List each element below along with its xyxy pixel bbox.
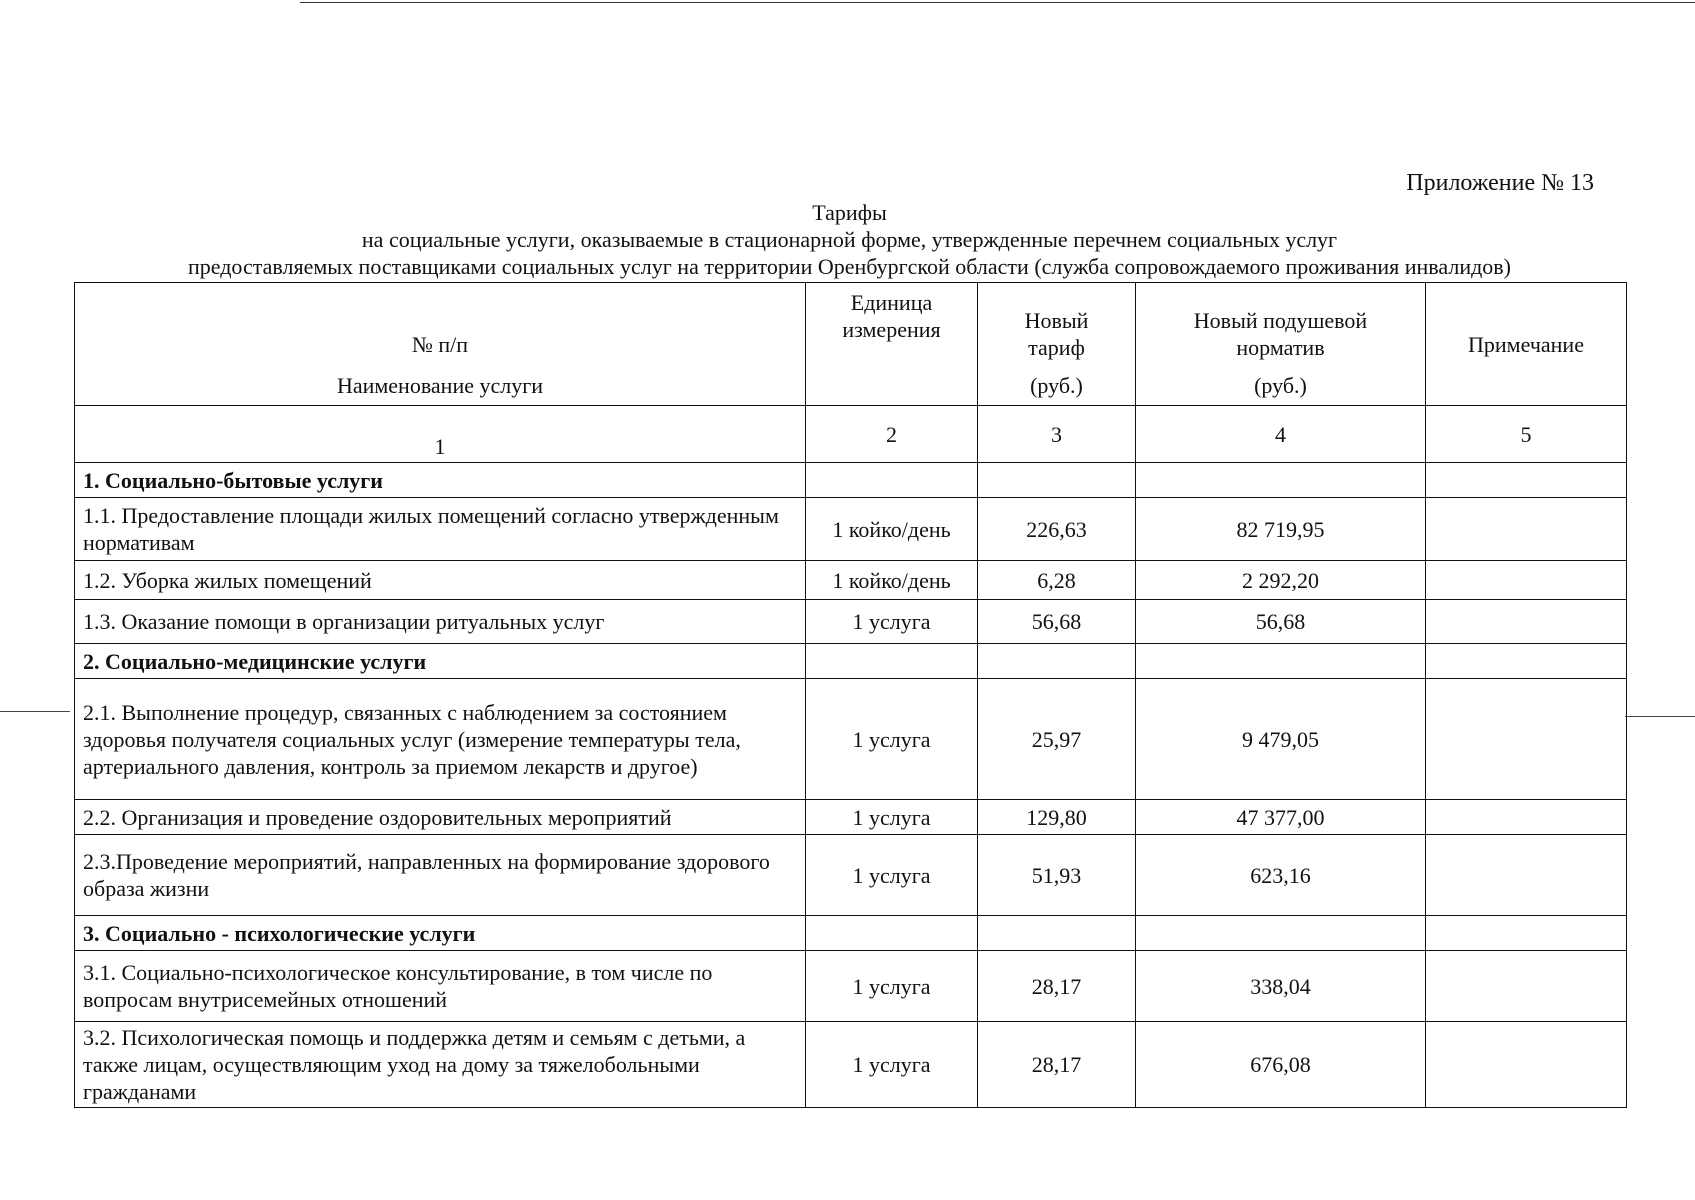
empty-cell (978, 916, 1136, 951)
unit-value: 1 койко/день (806, 498, 978, 561)
header-unit-cell (806, 283, 978, 406)
header-tariff-currency: (руб.) (1030, 373, 1083, 398)
table-row (75, 498, 1627, 561)
header-unit-line2: измерения (842, 317, 941, 342)
empty-cell (806, 463, 978, 498)
empty-cell (806, 916, 978, 951)
note-value (1426, 800, 1627, 835)
column-number: 3 (978, 406, 1136, 463)
note-value (1426, 835, 1627, 916)
table-row (75, 561, 1627, 600)
unit-value: 1 услуга (806, 835, 978, 916)
tariff-value: 28,17 (978, 951, 1136, 1022)
table-row (75, 600, 1627, 644)
service-name: 3.2. Психологическая помощь и поддержка детям и семьям с детьми, а также лицам, осуществляющим уход на дому за тяжелобольными гражданами (75, 1022, 806, 1108)
norm-value: 47 377,00 (1136, 800, 1426, 835)
unit-value: 1 услуга (806, 600, 978, 644)
unit-value: 1 услуга (806, 800, 978, 835)
service-name: 1.1. Предоставление площади жилых помещений согласно утвержденным нормативам (75, 498, 806, 561)
header-norm-cell (1136, 283, 1426, 406)
table-header-row (75, 283, 1627, 406)
table-row (75, 835, 1627, 916)
section-title: 3. Социально - психологические услуги (75, 916, 806, 951)
scan-border-line (300, 2, 1695, 3)
header-tariff-line2: тариф (1028, 335, 1085, 360)
empty-cell (978, 644, 1136, 679)
empty-cell (1426, 644, 1627, 679)
column-number: 2 (806, 406, 978, 463)
service-name: 2.1. Выполнение процедур, связанных с наблюдением за состоянием здоровья получателя социальных услуг (измерение температуры тела, артериального давления, контроль за приемом лекарств и другое) (75, 679, 806, 800)
column-numbers-row (75, 406, 1627, 463)
table-row (75, 800, 1627, 835)
header-tariff-cell (978, 283, 1136, 406)
column-number: 5 (1426, 406, 1627, 463)
document-title: Тарифы (812, 200, 887, 225)
unit-value: 1 койко/день (806, 561, 978, 600)
section-title: 1. Социально-бытовые услуги (75, 463, 806, 498)
note-value (1426, 561, 1627, 600)
header-name-cell (75, 283, 806, 406)
header-note: Примечание (1468, 331, 1584, 357)
empty-cell (1136, 916, 1426, 951)
service-name: 1.2. Уборка жилых помещений (75, 561, 806, 600)
tariff-value: 226,63 (978, 498, 1136, 561)
header-tariff-line1: Новый (1024, 308, 1089, 333)
norm-value: 623,16 (1136, 835, 1426, 916)
header-service-name: Наименование услуги (336, 373, 544, 398)
unit-value: 1 услуга (806, 1022, 978, 1108)
empty-cell (1426, 916, 1627, 951)
norm-value: 676,08 (1136, 1022, 1426, 1108)
note-value (1426, 600, 1627, 644)
tariff-value: 6,28 (978, 561, 1136, 600)
tariff-value: 129,80 (978, 800, 1136, 835)
column-number: 4 (1136, 406, 1426, 463)
document-subtitle-line-2: предоставляемых поставщиками социальных услуг на территории Оренбургской области (служба сопровождаемого проживания инвалидов) (187, 254, 1512, 279)
unit-value: 1 услуга (806, 951, 978, 1022)
tariffs-table (74, 282, 1627, 1108)
note-value (1426, 1022, 1627, 1108)
empty-cell (806, 644, 978, 679)
section-row (75, 463, 1627, 498)
note-value (1426, 951, 1627, 1022)
header-norm-line1: Новый подушевой (1193, 308, 1368, 333)
norm-value: 9 479,05 (1136, 679, 1426, 800)
norm-value: 338,04 (1136, 951, 1426, 1022)
note-value (1426, 679, 1627, 800)
header-norm-currency: (руб.) (1254, 373, 1307, 398)
empty-cell (1136, 644, 1426, 679)
section-title: 2. Социально-медицинские услуги (75, 644, 806, 679)
service-name: 2.2. Организация и проведение оздоровительных мероприятий (75, 800, 806, 835)
table-row (75, 951, 1627, 1022)
empty-cell (1426, 463, 1627, 498)
norm-value: 82 719,95 (1136, 498, 1426, 561)
tariff-value: 51,93 (978, 835, 1136, 916)
unit-value: 1 услуга (806, 679, 978, 800)
scan-margin-line (0, 711, 70, 712)
tariff-value: 56,68 (978, 600, 1136, 644)
norm-value: 2 292,20 (1136, 561, 1426, 600)
empty-cell (978, 463, 1136, 498)
scan-margin-line (1625, 716, 1695, 717)
service-name: 2.3.Проведение мероприятий, направленных на формирование здорового образа жизни (75, 835, 806, 916)
header-norm-line2: норматив (1236, 335, 1325, 360)
section-row (75, 644, 1627, 679)
empty-cell (1136, 463, 1426, 498)
header-number: № п/п (411, 331, 469, 357)
norm-value: 56,68 (1136, 600, 1426, 644)
table-row (75, 1022, 1627, 1108)
section-row (75, 916, 1627, 951)
document-subtitle-line-1: на социальные услуги, оказываемые в стационарной форме, утвержденные перечнем социальных услуг (361, 227, 1338, 252)
table-row (75, 679, 1627, 800)
service-name: 1.3. Оказание помощи в организации ритуальных услуг (75, 600, 806, 644)
tariff-value: 28,17 (978, 1022, 1136, 1108)
appendix-label: Приложение № 13 (1406, 170, 1594, 196)
header-note-cell (1426, 283, 1627, 406)
service-name: 3.1. Социально-психологическое консультирование, в том числе по вопросам внутрисемейных отношений (75, 951, 806, 1022)
header-unit-line1: Единица (850, 290, 933, 315)
note-value (1426, 498, 1627, 561)
tariff-value: 25,97 (978, 679, 1136, 800)
column-number: 1 (75, 406, 806, 463)
